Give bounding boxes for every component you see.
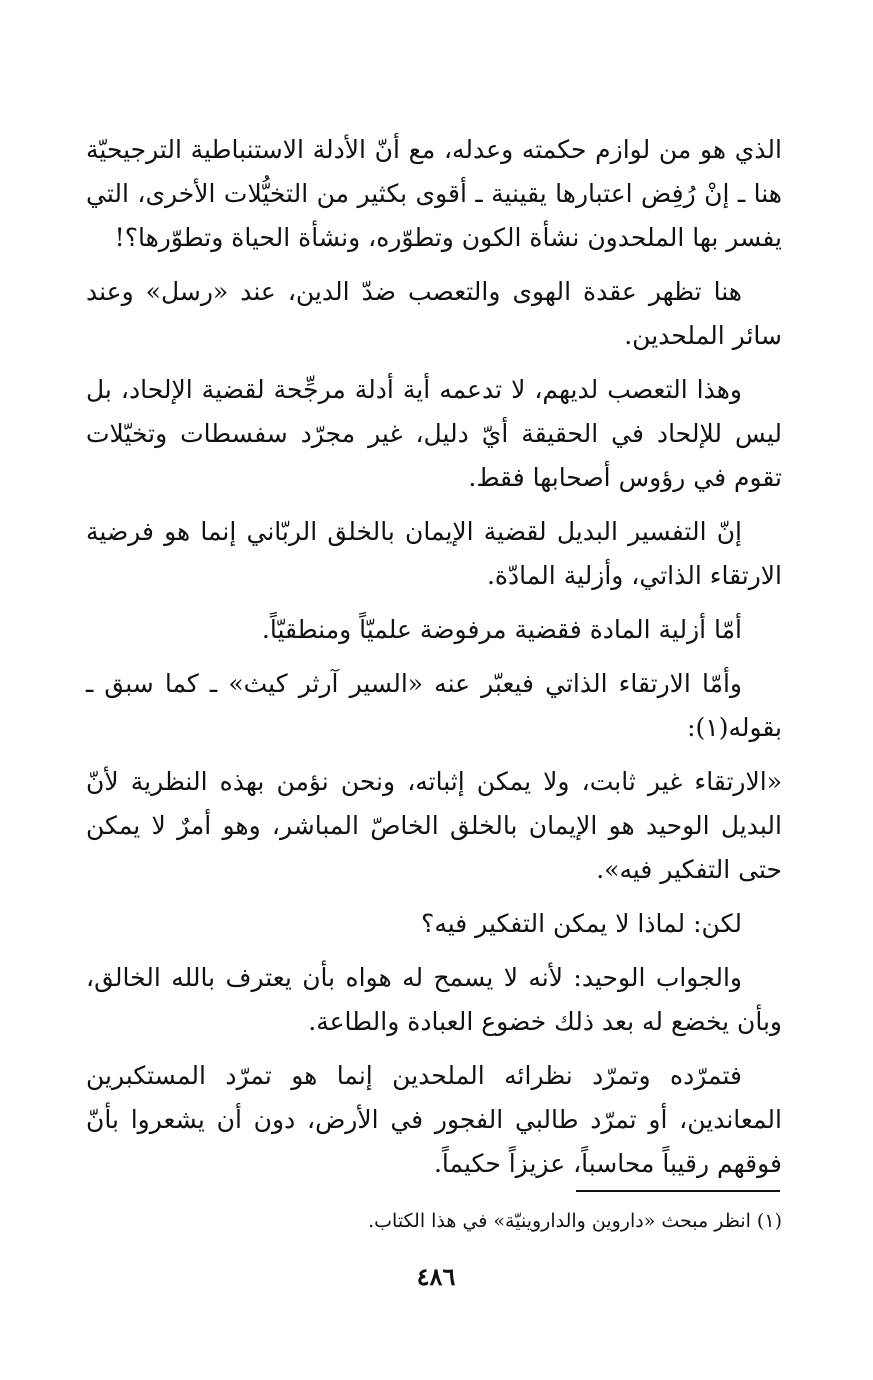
paragraph-6: وأمّا الارتقاء الذاتي فيعبّر عنه «السير آرثر كيث» ـ كما سبق ـ بقوله(١): [86, 669, 782, 742]
page-number: ٤٨٦ [416, 1262, 456, 1291]
paragraph-8: لكن: لماذا لا يمكن التفكير فيه؟ [421, 909, 742, 938]
paragraph-5: أمّا أزلية المادة فقضية مرفوضة علميّاً ومنطقيّاً. [261, 615, 742, 644]
paragraph-1: الذي هو من لوازم حكمته وعدله، مع أنّ الأدلة الاستنباطية الترجيحيّة هنا ـ إنْ رُفِض اعتبارها يقينية ـ أقوى بكثير من التخيُّلات الأخرى، التي يفسر بها الملحدون نشأة الكون وتطوّره، ونشأة الحياة وتطوّرها؟! [86, 135, 782, 252]
main-text [86, 128, 782, 1196]
paragraph-10: فتمرّده وتمرّد نظرائه الملحدين إنما هو تمرّد المستكبرين المعاندين، أو تمرّد طالبي الفجور في الأرض، دون أن يشعروا بأنّ فوقهم رقيباً محاسباً، عزيزاً حكيماً. [86, 1061, 782, 1178]
footnote: (١) انظر مبحث «داروين والداروينيّة» في هذا الكتاب. [368, 1210, 782, 1232]
paragraph-4: إنّ التفسير البديل لقضية الإيمان بالخلق الربّاني إنما هو فرضية الارتقاء الذاتي، وأزلية المادّة. [86, 517, 782, 590]
paragraph-3: وهذا التعصب لديهم، لا تدعمه أية أدلة مرجِّحة لقضية الإلحاد، بل ليس للإلحاد في الحقيقة أيّ دليل، غير مجرّد سفسطات وتخيّلات تقوم في رؤوس أصحابها فقط. [86, 375, 782, 492]
paragraph-9: والجواب الوحيد: لأنه لا يسمح له هواه بأن يعترف بالله الخالق، وبأن يخضع له بعد ذلك خضوع العبادة والطاعة. [86, 963, 782, 1036]
paragraph-2: هنا تظهر عقدة الهوى والتعصب ضدّ الدين، عند «رسل» وعند سائر الملحدين. [86, 277, 782, 350]
quote-paragraph: «الارتقاء غير ثابت، ولا يمكن إثباته، ونحن نؤمن بهذه النظرية لأنّ البديل الوحيد هو الإيمان بالخلق الخاصّ المباشر، وهو أمرٌ لا يمكن حتى التفكير فيه». [86, 767, 782, 884]
footnote-divider [576, 1190, 780, 1192]
